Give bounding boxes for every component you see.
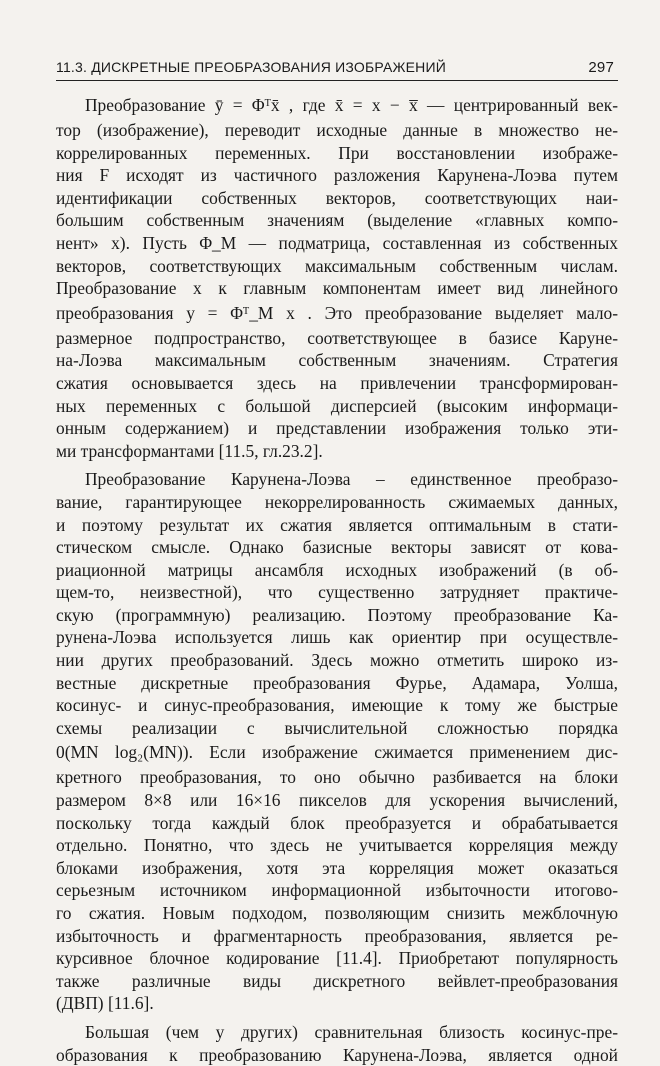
text-line: косинус- и синус-преобразования, имеющие к тому же быстрые	[56, 695, 618, 716]
text-line: ми трансформантами [11.5, гл.23.2].	[56, 440, 323, 461]
text-line: щем-то, неизвестной), что существенно затрудняет практиче-	[56, 582, 618, 603]
text-line: Преобразование ȳ = Φᵀx̄ , где x̄ = x − x̅ — центрированный век-	[85, 95, 618, 115]
text-line: размерное подпространство, соответствующее в базисе Каруне-	[56, 327, 618, 348]
text-line: блоками изображения, хотя эта корреляция может оказаться	[56, 857, 618, 878]
text-line: рунена-Лоэва используется лишь как ориентир при осуществле-	[56, 627, 618, 648]
body-text	[56, 92, 618, 1066]
text-line: кретного преобразования, то оно обычно разбивается на блоки	[56, 767, 618, 788]
text-line: нии других преобразований. Здесь можно отметить широко из-	[56, 650, 618, 671]
text-line: и поэтому результат их сжатия является оптимальным в стати-	[56, 514, 618, 535]
text-line: сжатия основывается здесь на привлечении трансформирован-	[56, 372, 618, 393]
text-line: образования к преобразованию Карунена-Лоэва, является одной	[56, 1044, 618, 1065]
text-line: вание, гарантирующее некоррелированность сжимаемых данных,	[56, 491, 618, 512]
text-line: избыточность и фрагментарность преобразования, является ре-	[56, 925, 618, 946]
text-line: вестные дискретные преобразования Фурье, Адамара, Уолша,	[56, 672, 618, 693]
text-line: риационной матрицы ансамбля исходных изображений (в об-	[56, 559, 618, 580]
section-title: 11.3. ДИСКРЕТНЫЕ ПРЕОБРАЗОВАНИЯ ИЗОБРАЖЕНИЙ	[56, 59, 447, 75]
text-line: ных переменных с большой дисперсией (высоким информаци-	[56, 395, 618, 416]
text-line: тор (изображение), переводит исходные данные в множество не-	[56, 120, 618, 140]
text-line: онным содержанием) и представлении изображения только эти-	[56, 418, 618, 439]
text-line: скую (программную) реализацию. Поэтому преобразование Ка-	[56, 604, 618, 625]
text-line: го сжатия. Новым подходом, позволяющим снизить межблочную	[56, 903, 618, 923]
text-line: Преобразование x к главным компонентам имеет вид линейного	[56, 278, 618, 299]
text-line: поскольку тогда каждый блок преобразуется и обрабатывается	[56, 812, 618, 833]
text-line: идентификации собственных векторов, соответствующих наи-	[56, 187, 618, 208]
text-line: векторов, соответствующих максимальным собственным числам.	[56, 255, 618, 276]
text-line: Преобразование Карунена-Лоэва – единственное преобразо-	[85, 469, 618, 490]
text-line: нент» x). Пусть Φ_M — подматрица, составленная из собственных	[56, 232, 618, 253]
text-line: (ДВП) [11.6].	[56, 993, 154, 1014]
text-line: также различные виды дискретного вейвлет-преобразования	[56, 970, 618, 991]
page-number: 297	[588, 59, 614, 76]
text-line: 0(MN log₂(MN)). Если изображение сжимается применением дис-	[56, 742, 618, 763]
text-line: ния F исходят из частичного разложения Карунена-Лоэва путем	[56, 165, 618, 186]
text-line: курсивное блочное кодирование [11.4]. Приобретают популярность	[56, 948, 618, 969]
text-line: на-Лоэва максимальным собственным значениям. Стратегия	[56, 350, 618, 371]
text-line: схемы реализации с вычислительной сложностью порядка	[56, 717, 618, 738]
text-line: размером 8×8 или 16×16 пикселов для ускорения вычислений,	[56, 790, 618, 811]
text-line: Большая (чем у других) сравнительная близость косинус-пре-	[85, 1021, 618, 1042]
text-line: большим собственным значениям (выделение «главных компо-	[56, 210, 618, 231]
running-header	[56, 56, 618, 81]
text-line: коррелированных переменных. При восстановлении изображе-	[56, 142, 618, 163]
text-line: стическом смысле. Однако базисные векторы зависят от кова-	[56, 537, 618, 558]
text-line: серьезным источником информационной избыточности итогово-	[56, 880, 618, 901]
text-line: отдельно. Понятно, что здесь не учитывается корреляция между	[56, 835, 618, 856]
text-line: преобразования y = Φᵀ_M x . Это преобразование выделяет мало-	[56, 302, 618, 323]
